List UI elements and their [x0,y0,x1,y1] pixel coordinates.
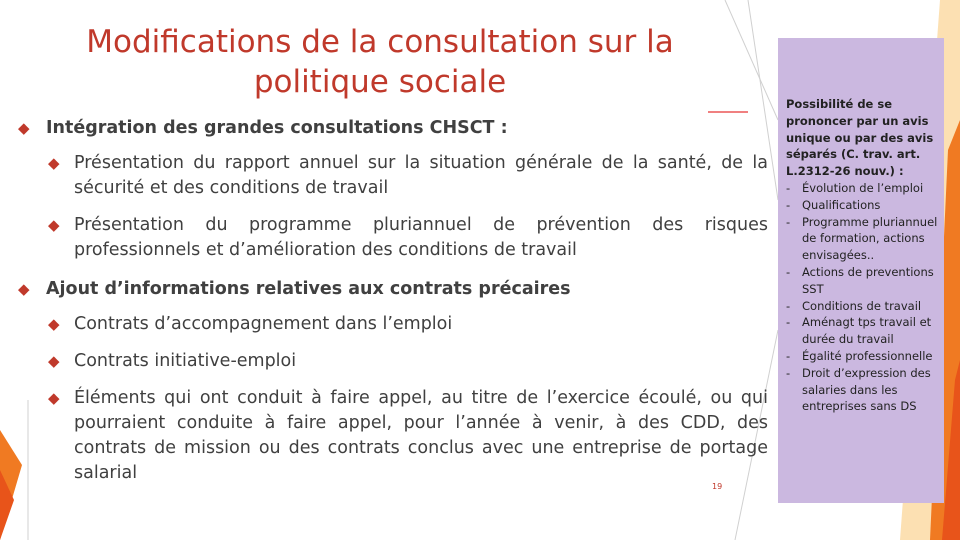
sidebar-list-item: - Conditions de travail [786,298,922,313]
diamond-bullet-icon: ◆ [48,216,60,234]
dash-bullet: - [786,214,791,229]
dash-bullet: - [786,197,791,212]
sidebar-list-item: - Aménagt tps travail et durée du travail [786,315,932,347]
dash-bullet: - [786,264,791,279]
diamond-bullet-icon: ◆ [48,352,60,370]
sidebar-list [786,180,938,415]
diamond-bullet-icon: ◆ [48,389,60,407]
bullet-level2: ◆ Éléments qui ont conduit à faire appel, au titre de l’exercice écoulé, ou qui pourraient conduite à faire appel, pour l’année à venir, à des CDD, des contrats de mission ou des contrats conclus avec une entreprise de portage salarial [48,388,768,483]
bullet-level2: ◆ Présentation du programme pluriannuel de prévention des risques professionnels et d’amélioration des conditions de travail [48,215,768,260]
dash-bullet: - [786,365,791,380]
diamond-bullet-icon: ◆ [48,154,60,172]
bullet-level2: ◆ Contrats d’accompagnement dans l’emploi [18,312,768,337]
sidebar-list-item: - Droit d’expression des salaries dans les entreprises sans DS [786,365,931,414]
dash-bullet: - [786,180,791,195]
sidebar-list-item: - Égalité professionnelle [786,348,933,363]
bullet-level1: ◆ Ajout d’informations relatives aux contrats précaires [18,277,768,302]
sidebar-list-item: - Actions de preventions SST [786,264,934,296]
bullet-level2: ◆ Contrats initiative-emploi [18,349,768,374]
dash-bullet: - [786,298,791,313]
diamond-bullet-icon: ◆ [48,315,60,333]
diamond-bullet-icon: ◆ [18,280,30,298]
page-number: 19 [712,482,723,491]
slide-content [18,112,768,486]
deco-line-1 [725,0,778,120]
dash-bullet: - [786,315,791,330]
slide-title: Modifications de la consultation sur la politique sociale [86,24,674,100]
diamond-bullet-icon: ◆ [18,119,30,137]
bullet-level2: ◆ Présentation du rapport annuel sur la situation générale de la santé, de la sécurité et des conditions de travail [48,153,768,198]
sidebar-list-item: - Qualifications [786,197,881,212]
sidebar-list-item: - Programme pluriannuel de formation, actions envisagées.. [786,214,938,263]
dash-bullet: - [786,348,791,363]
bullet-level1: ◆ Intégration des grandes consultations CHSCT : [18,116,768,141]
sidebar-list-item: - Évolution de l’emploi [786,180,924,195]
sidebar-intro: Possibilité de se prononcer par un avis unique ou par des avis séparés (C. trav. art. L.2312-26 nouv.) : [786,97,934,179]
sidebar-panel [778,38,944,503]
